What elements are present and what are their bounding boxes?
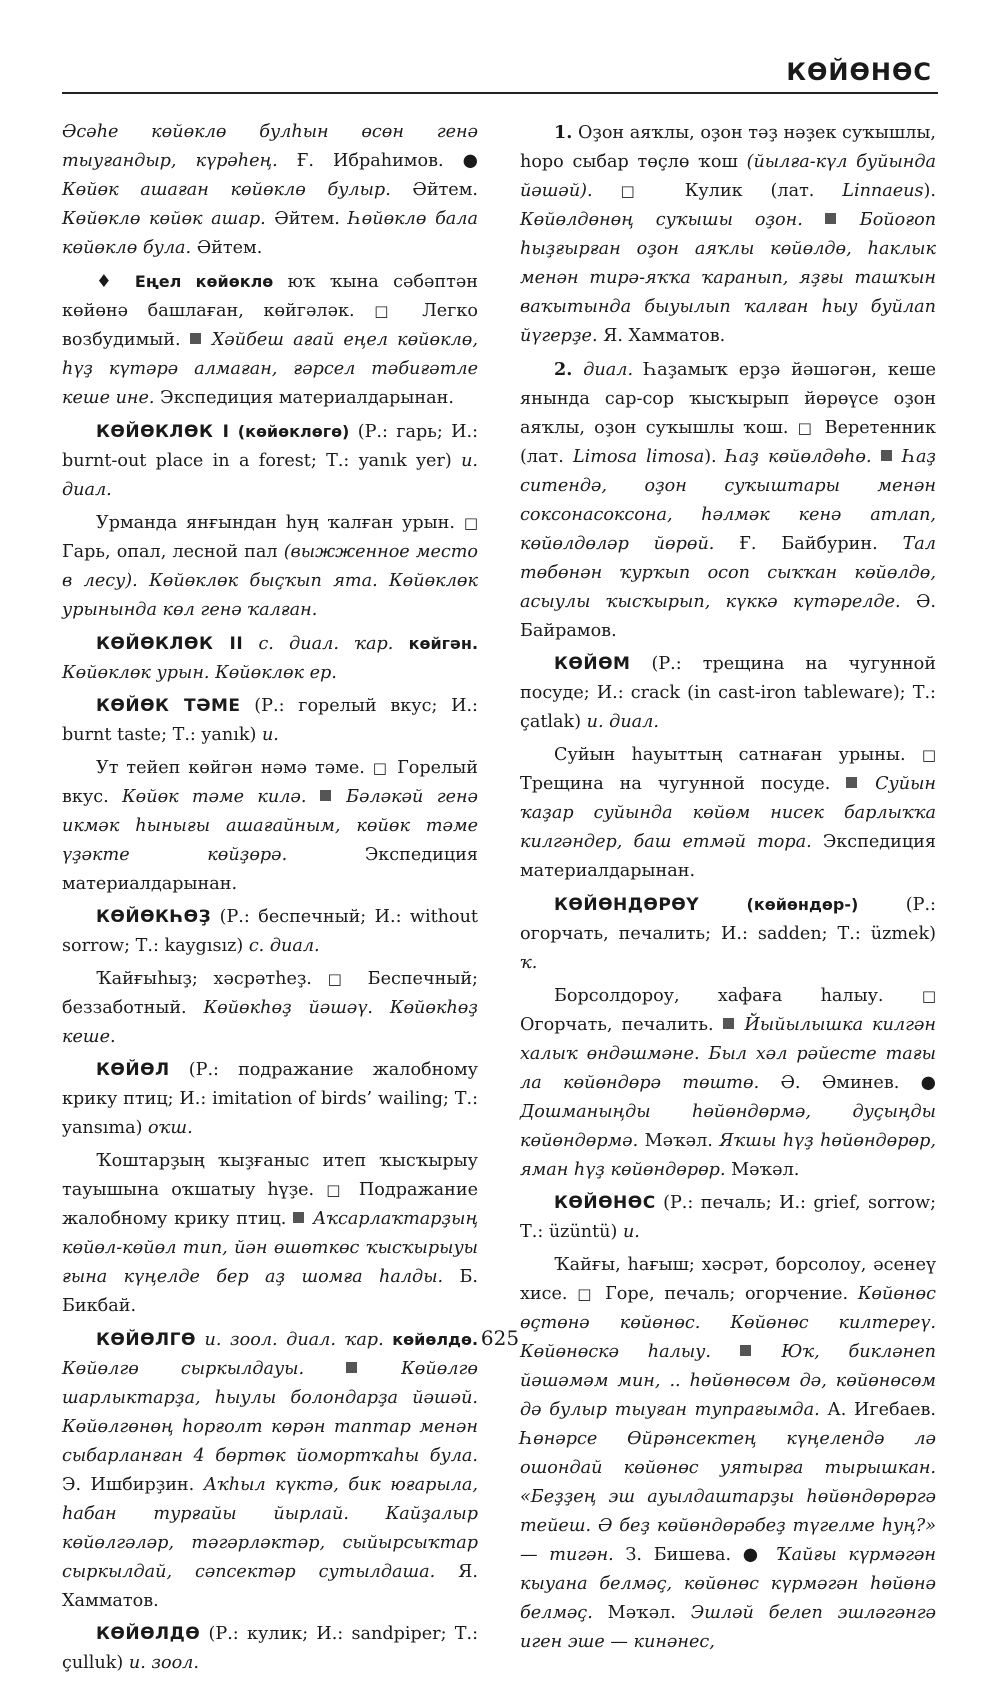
paragraph: 2. диал. Һаҙамыҡ ерҙә йәшәгән, кеше янында сар-сор ҡысҡырып йөрөүсе оҙон аяҡлы, оҙон суҡышлы ҡош. □ Веретенник (лат. Limosa limosa). Һаҙ көйөлдөһө. Һаҙ ситендә, оҙон суҡыштары менән соксонасоксона, һәлмәк кенә атлап, көйөлдөләр йөрөй. Ғ. Байбурин. Тал төбөнән ҡурҡып осоп сыҡҡан көйөлдө, асыулы ҡысҡырып, күккә күтәрелде. Ә. Байрамов. xyxy=(520,359,937,641)
paragraph: Ҡоштарҙың ҡыҙғаныс итеп ҡысҡырыу тауышына оҡшатыу һүҙе. □ Подражание жалобному крику птиц. Аҡсарлаҡтарҙың көйөл-көйөл тип, йән өшөткөс ҡысҡырыуы ғына күңелде бер аҙ шомға һалды. Б. Бикбай. xyxy=(62,1151,478,1316)
header-rule xyxy=(62,92,938,94)
paragraph: Суйын һауыттың сатнаған урыны. □ Трещина на чугунной посуде. Суйын ҡаҙар суйында көйөм нисек барлыҡҡа килгәндер, баш етмәй тора. Экспедиция материалдарынан. xyxy=(520,745,937,881)
entry-headword-line: КӨЙӨНӨС (Р.: печаль; И.: grief, sorrow; Т.: üzüntü) и. xyxy=(520,1193,936,1242)
entry-headword-line: КӨЙӨКЛӨК II с. диал. ҡар. көйгән. Көйөклөк урын. Көйөклөк ер. xyxy=(62,634,479,683)
entry-headword-line: КӨЙӨЛДӨ (Р.: кулик; И.: sandpiper; Т.: çulluk) и. зоол. xyxy=(62,1624,478,1673)
page-number: 625 xyxy=(480,1326,520,1350)
running-head: КӨЙӨНӨС xyxy=(786,58,932,86)
right-column xyxy=(520,118,936,1661)
paragraph: Ут тейеп көйгән нәмә тәме. □ Горелый вкус. Көйөк тәме килә. Бәләкәй генә икмәк һынығы ашағайным, көйөк тәме үҙәкте көйҙөрә. Экспедиция материалдарынан. xyxy=(62,758,479,894)
entry-headword-line: КӨЙӨКЛӨК I (көйөклөгө) (Р.: гарь; И.: burnt-out place in a forest; Т.: yanık yer) и. диал. xyxy=(62,422,479,500)
paragraph: Урманда янғындан һуң ҡалған урын. □ Гарь, опал, лесной пал (выжженное место в лесу). Көйөклөк быҫҡып ята. Көйөклөк урынында көл генә ҡалған. xyxy=(62,513,479,620)
entry-headword-line: КӨЙӨК ТӘМЕ (Р.: горелый вкус; И.: burnt taste; Т.: yanık) и. xyxy=(62,696,478,745)
entry-headword-line: КӨЙӨКҺӨҘ (Р.: беспечный; И.: without sorrow; Т.: kaygısız) с. диал. xyxy=(62,907,478,956)
paragraph: Әсәһе көйөклө булһын өсөн генә тыуғандыр, күрәһең. Ғ. Ибраһимов. ● Көйөк ашаған көйөклө булыр. Әйтем. Көйөклө көйөк ашар. Әйтем. Һөйөклө бала көйөклө була. Әйтем. xyxy=(62,122,478,258)
paragraph: Ҡайғыһыҙ; хәсрәтһеҙ. □ Беспечный; беззаботный. Көйөкһөҙ йәшәү. Көйөкһөҙ кеше. xyxy=(62,969,478,1047)
paragraph: ♦ Еңел көйөклө юҡ ҡына сәбәптән көйөнә башлаған, көйгәләк. □ Легко возбудимый. Хәйбеш ағай еңел көйөклө, һүҙ күтәрә алмаған, ғәрсел тәбиғәтле кеше ине. Экспедиция материалдарынан. xyxy=(62,272,478,408)
entry-headword-line: КӨЙӨНДӨРӨҮ (көйөндөр-) (Р.: огорчать, печалить; И.: sadden; Т.: üzmek) ҡ. xyxy=(520,895,936,973)
paragraph: 1. Оҙон аяҡлы, оҙон тәҙ нәҙек суҡышлы, һоро сыбар төҫлө ҡош (йылға-күл буйында йәшәй). □ Кулик (лат. Linnaeus). Көйөлдөнөң суҡышы оҙон. Бойоғоп һыҙғырған оҙон аяҡлы көйөлдө, һаклык менән тирә-яҡҡа ҡаранып, яҙғы ташҡын ваҡытында быуылып ҡалған һыу буйлап йүгерҙе. Я. Хамматов. xyxy=(520,122,937,346)
entry-headword-line: КӨЙӨМ (Р.: трещина на чугунной посуде; И.: crack (in cast-iron tableware); Т.: çatlak) и. диал. xyxy=(520,654,936,732)
paragraph: Борсолдороу, хафаға һалыу. □ Огорчать, печалить. Йыйылышка килгән халыҡ өндәшмәне. Был хәл рәйесте тағы ла көйөндөрә төштө. Ә. Әминев. ● Дошманыңды һөйөндөрмә, дуҫыңды көйөндөрмә. Мәҡәл. Яҡшы һүҙ һөйөндөрөр, яман һүҙ көйөндөрөр. Мәҡәл. xyxy=(520,986,936,1180)
entry-headword-line: КӨЙӨЛ (Р.: подражание жалобному крику птиц; И.: imitation of birds’ wailing; Т.: yansıma) оҡш. xyxy=(62,1060,478,1138)
entry-headword-line: КӨЙӨЛГӨ и. зоол. диал. ҡар. көйөлдө. Көйөлгө сыркылдауы. Көйөлгө шарлыктарҙа, һыулы болондарҙа йәшәй. Көйөлгөнөң һорғолт көрән таптар менән сыбарланған 4 бөртөк йомортҡаһы була. Э. Ишбирҙин. Аҡһыл күктә, бик юғарыла, һабан турғайы йырлай. Кайҙалыр көйөлгәләр, тәгәрләктәр, сыйырсыҡтар сыркылдай, сәпсектәр сутылдаша. Я. Хамматов. xyxy=(62,1330,479,1611)
left-column xyxy=(62,118,478,1682)
paragraph: Ҡайғы, һағыш; хәсрәт, борсолоу, әсенеү хисе. □ Горе, печаль; огорчение. Көйөнөс өҫтөнә көйөнөс. Көйөнөс килтереү. Көйөнөскә һалыу. Юҡ, бикләнеп йәшәмәм мин, .. һөйөнөсөм дә, көйөнөсөм дә булыр тыуған тупрағымда. А. Игебаев. Һөнәрсе Өйрәнсектең күңелендә лә ошондай көйөнөс уятырға тырышкан. «Беҙҙең эш ауылдаштарҙы һөйөндөрөргә тейеш. Ә беҙ көйөндөрәбеҙ түгелме һуң?» — тигән. З. Бишева. ● Ҡайғы күрмәгән кыуана белмәҫ, көйөнөс күрмәгән һөйөнә белмәҫ. Мәҡәл. Эшләй белеп эшләгәнгә иген эше — кинәнес, xyxy=(520,1255,937,1652)
